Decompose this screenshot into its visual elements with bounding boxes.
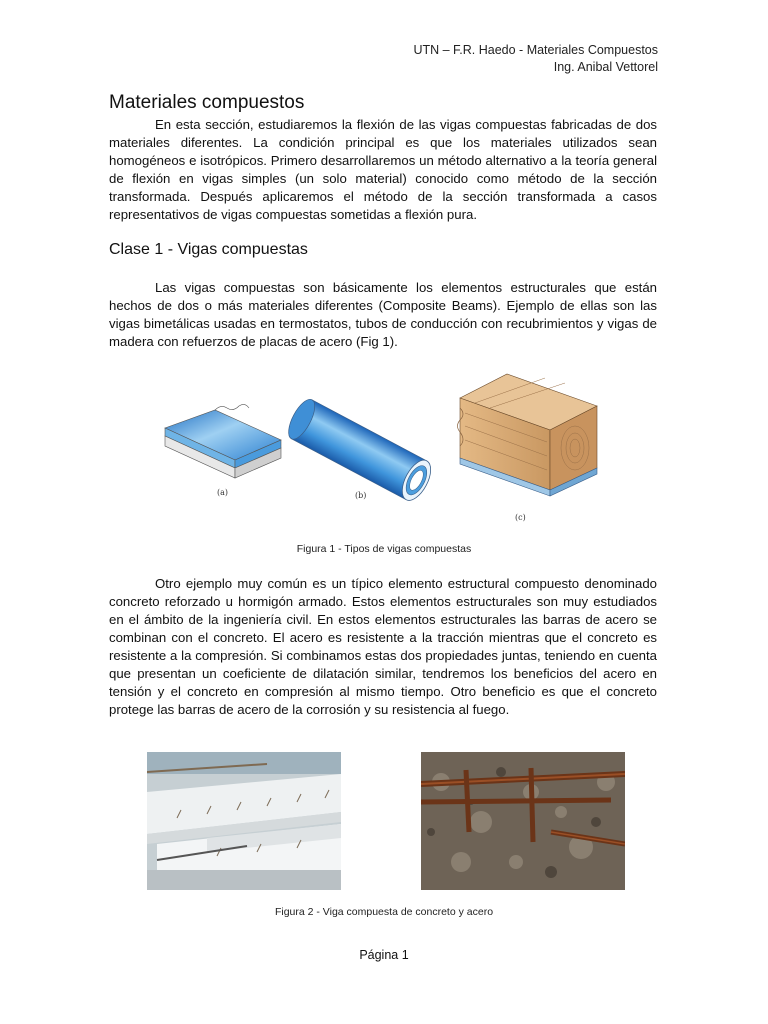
figure-1-label-a: (a) [217, 488, 229, 497]
reinforced-concrete-paragraph: Otro ejemplo muy común es un típico elemento estructural compuesto denominado concreto reforzado u hormigón armado. Estos elementos estructurales son muy estudiados en el ámbito de la ingeniería civil. En estos elementos estructurales las barras de acero se combinan con el concreto. El acero es resistente a la tracción mientras que el concreto es resistente a la compresión. Si combinamos estas dos propiedades juntas, teniendo en cuenta que presentan un coeficiente de dilatación similar, tendremos los beneficios del acero en tensión y el concreto en compresión al mismo tiempo. Otro beneficio es que el concreto protege las barras de acero de la corrosión y su resistencia al fuego. [109, 576, 657, 717]
coated-tube-drawing [283, 396, 436, 505]
bimetal-strip-drawing [165, 404, 281, 497]
figure-1-composite-beams [145, 368, 625, 528]
figure-2-precast-beams-photo [147, 752, 341, 890]
figure-2-rusted-rebar-photo [421, 752, 625, 890]
header-author: Ing. Anibal Vettorel [553, 60, 658, 74]
header-course: UTN – F.R. Haedo - Materiales Compuestos [413, 43, 658, 57]
page-title: Materiales compuestos [109, 92, 305, 113]
intro-paragraph: En esta sección, estudiaremos la flexión de las vigas compuestas fabricadas de dos materiales diferentes. La condición principal es que los materiales utilizados sean homogéneos e isotrópicos. Primero desarrollaremos un método alternativo a la teoría general de flexión en vigas simples (un solo material) conocido como método de la sección transformada. Después aplicaremos el método de la sección transformada a casos representativos de vigas compuestas sometidas a flexión pura. [109, 117, 657, 222]
composite-beams-paragraph: Las vigas compuestas son básicamente los elementos estructurales que están hechos de dos o más materiales diferentes (Composite Beams). Ejemplo de ellas son las vigas bimetálicas usadas en termostatos, tubos de conducción con recubrimientos y vigas de madera con refuerzos de placas de acero (Fig 1). [109, 280, 657, 349]
figure-2-caption: Figura 2 - Viga compuesta de concreto y acero [274, 906, 494, 918]
wood-beam-drawing [458, 374, 598, 522]
figure-1-label-b: (b) [355, 491, 367, 500]
page-header [413, 42, 658, 76]
figure-1-label-c: (c) [515, 513, 526, 522]
figure-1-caption: Figura 1 - Tipos de vigas compuestas [296, 543, 472, 555]
page-number: Página 1 [359, 948, 409, 962]
section-title: Clase 1 - Vigas compuestas [109, 241, 308, 258]
